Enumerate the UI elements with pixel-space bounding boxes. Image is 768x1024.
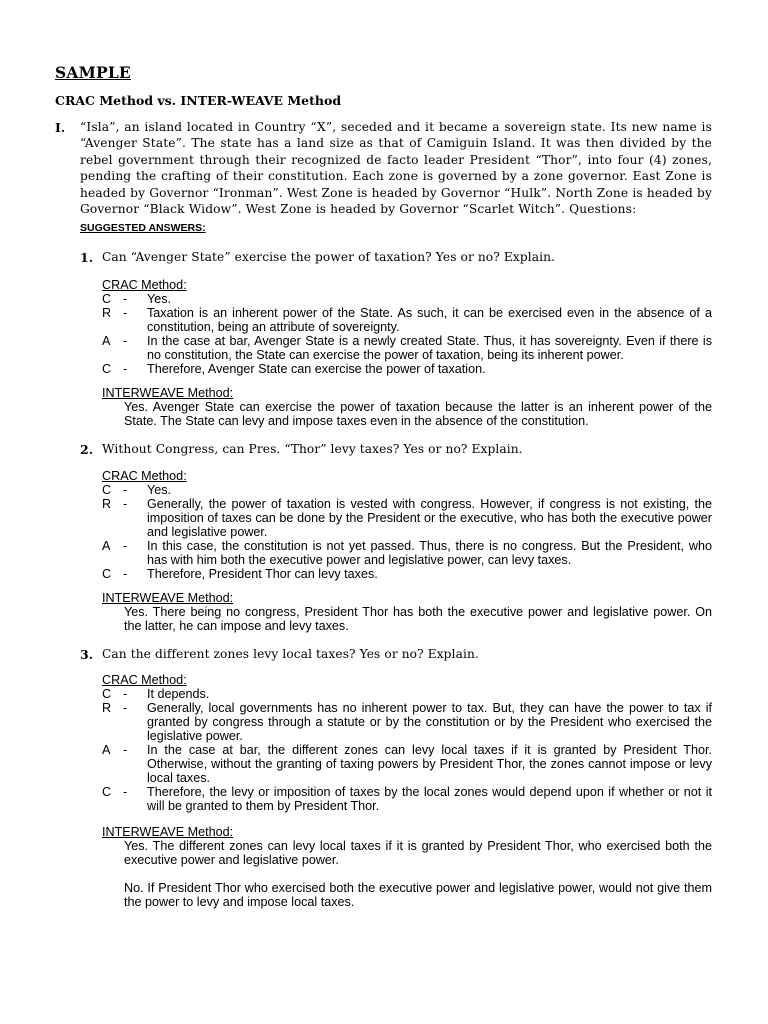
crac-row	[102, 539, 712, 567]
crac-text: It depends.	[147, 687, 210, 701]
crac-row	[102, 701, 712, 743]
crac-dash: -	[123, 483, 128, 497]
crac-section	[102, 673, 712, 813]
crac-row	[102, 785, 712, 813]
crac-letter: R	[102, 306, 112, 320]
crac-dash: -	[123, 687, 128, 701]
crac-dash: -	[123, 743, 128, 757]
crac-row	[102, 497, 712, 539]
interweave-answer	[102, 400, 712, 428]
crac-text: In the case at bar, Avenger State is a newly created State. Thus, it has sovereignty. Even if there is no constitution, the State can exercise the power of taxation, being its inherent power.	[147, 334, 712, 362]
crac-letter: C	[102, 292, 112, 306]
crac-text: In the case at bar, the different zones can levy local taxes if it is granted by President Thor. Otherwise, without the granting of taxing powers by President Thor, the zones cannot impose or levy local taxes.	[147, 743, 712, 785]
crac-row	[102, 362, 712, 376]
question-number: 2.	[80, 442, 94, 457]
interweave-method-label: INTERWEAVE Method:	[102, 825, 234, 839]
question-number: 3.	[80, 647, 94, 662]
crac-row	[102, 306, 712, 334]
crac-text: Therefore, Avenger State can exercise the power of taxation.	[147, 362, 486, 376]
crac-text: Taxation is an inherent power of the State. As such, it can be exercised even in the absence of a constitution, being an attribute of sovereignty.	[147, 306, 712, 334]
crac-letter: A	[102, 743, 111, 757]
interweave-paragraph: No. If President Thor who exercised both the executive power and legislative power, would not give them the power to levy and impose local taxes.	[124, 881, 712, 909]
crac-dash: -	[123, 701, 128, 715]
crac-row	[102, 334, 712, 362]
crac-text: Therefore, President Thor can levy taxes.	[147, 567, 378, 581]
crac-dash: -	[123, 785, 128, 799]
crac-text: Generally, local governments has no inherent power to tax. But, they can have the power to tax if granted by congress through a statute or by the constitution or by the President who exercised the legislative power.	[147, 701, 712, 743]
crac-method-label: CRAC Method:	[102, 278, 187, 292]
interweave-method-label: INTERWEAVE Method:	[102, 386, 234, 400]
crac-dash: -	[123, 362, 128, 376]
crac-letter: C	[102, 362, 112, 376]
crac-section	[102, 278, 712, 376]
suggested-answers-heading: SUGGESTED ANSWERS:	[80, 222, 206, 234]
crac-text: Therefore, the levy or imposition of taxes by the local zones would depend upon if whether or not it will be granted to them by President Thor.	[147, 785, 712, 813]
crac-letter: C	[102, 567, 112, 581]
question-text: Without Congress, can Pres. “Thor” levy taxes? Yes or no? Explain.	[102, 442, 523, 456]
crac-letter: C	[102, 483, 112, 497]
interweave-section	[102, 386, 712, 428]
crac-text: Yes.	[147, 292, 172, 306]
crac-text: Generally, the power of taxation is vested with congress. However, if congress is not existing, the imposition of taxes can be done by the President or the executive, who has both the executive power and legislative power.	[147, 497, 712, 539]
crac-letter: C	[102, 785, 112, 799]
question-text: Can “Avenger State” exercise the power of taxation? Yes or no? Explain.	[102, 250, 556, 264]
crac-row	[102, 743, 712, 785]
question-text: Can the different zones levy local taxes? Yes or no? Explain.	[102, 647, 479, 661]
interweave-answer	[102, 605, 712, 633]
intro-paragraph: “Isla”, an island located in Country “X”, seceded and it became a sovereign state. Its new name is “Avenger State”. The state has a land size as that of Camiguin Island. It was then divided by the rebel government through their recognized de facto leader President “Thor”, into four (4) zones, pending the crafting of their constitution. Each zone is governed by a zone governor. East Zone is headed by Governor “Ironman”. West Zone is headed by Governor “Hulk”. North Zone is headed by Governor “Black Widow”. West Zone is headed by Governor “Scarlet Witch”. Questions:	[80, 120, 712, 217]
crac-dash: -	[123, 497, 128, 511]
crac-row	[102, 483, 712, 497]
crac-section	[102, 469, 712, 581]
interweave-section	[102, 825, 712, 909]
crac-row	[102, 292, 712, 306]
crac-letter: R	[102, 701, 112, 715]
crac-text: Yes.	[147, 483, 172, 497]
interweave-method-label: INTERWEAVE Method:	[102, 591, 234, 605]
crac-dash: -	[123, 334, 128, 348]
crac-letter: A	[102, 334, 111, 348]
page-title: SAMPLE	[55, 63, 131, 82]
crac-row	[102, 687, 712, 701]
crac-dash: -	[123, 306, 128, 320]
interweave-section	[102, 591, 712, 633]
interweave-paragraph: Yes. There being no congress, President Thor has both the executive power and legislative power. On the latter, he can impose and levy taxes.	[124, 605, 712, 633]
crac-dash: -	[123, 292, 128, 306]
interweave-paragraph: Yes. The different zones can levy local taxes if it is granted by President Thor, who exercised both the executive power and legislative power.	[124, 839, 712, 867]
interweave-paragraph: Yes. Avenger State can exercise the power of taxation because the latter is an inherent power of the State. The State can levy and impose taxes even in the absence of the constitution.	[124, 400, 712, 428]
crac-dash: -	[123, 567, 128, 581]
crac-method-label: CRAC Method:	[102, 469, 187, 483]
page-subtitle: CRAC Method vs. INTER-WEAVE Method	[55, 93, 342, 108]
intro-number: I.	[55, 120, 66, 135]
crac-letter: C	[102, 687, 112, 701]
crac-row	[102, 567, 712, 581]
crac-method-label: CRAC Method:	[102, 673, 187, 687]
crac-text: In this case, the constitution is not yet passed. Thus, there is no congress. But the President, who has with him both the executive power and legislative power, can levy taxes.	[147, 539, 712, 567]
crac-dash: -	[123, 539, 128, 553]
crac-letter: A	[102, 539, 111, 553]
question-number: 1.	[80, 250, 94, 265]
interweave-answer	[102, 839, 712, 909]
crac-letter: R	[102, 497, 112, 511]
